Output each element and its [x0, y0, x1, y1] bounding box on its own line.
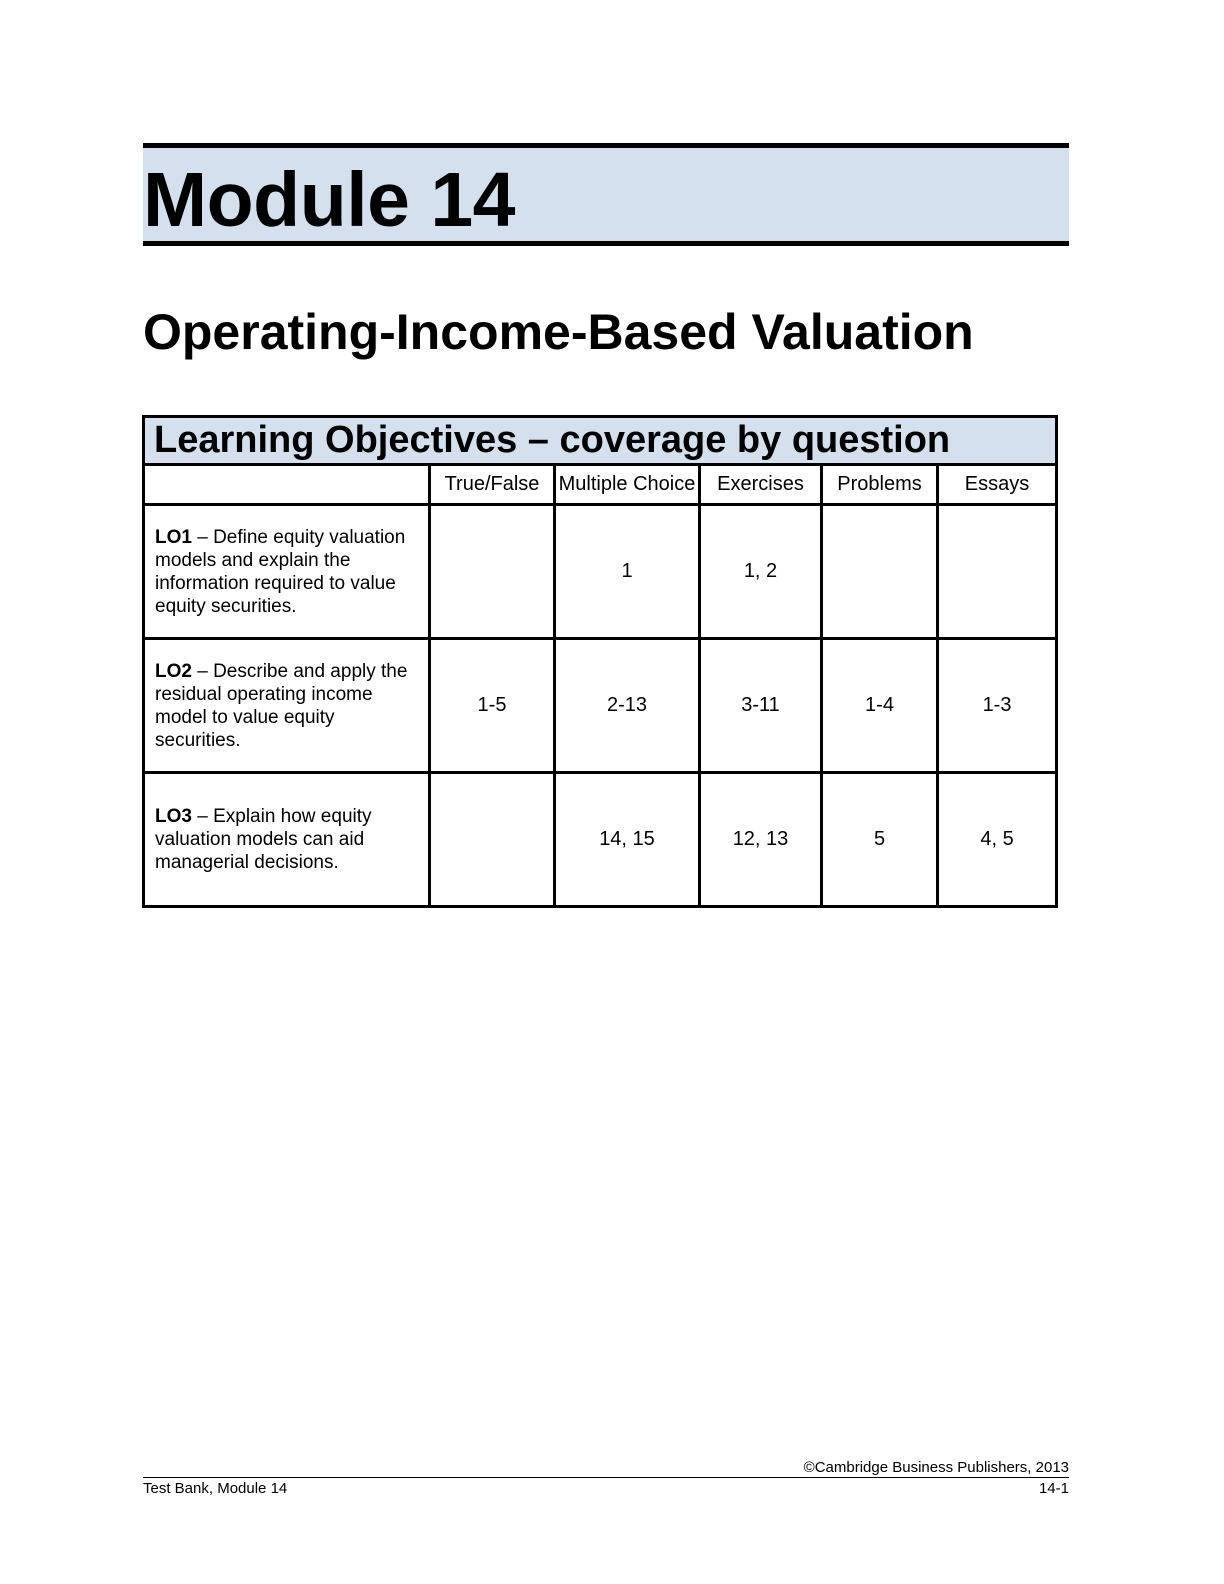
lo2-problems: 1-4 — [822, 639, 938, 773]
lo3-exercises: 12, 13 — [700, 773, 822, 907]
lo3-code: LO3 — [155, 806, 192, 827]
lo2-essays: 1-3 — [938, 639, 1057, 773]
lo1-code: LO1 — [155, 526, 192, 548]
lo3-problems: 5 — [822, 773, 938, 907]
lo1-multiple-choice: 1 — [555, 505, 700, 639]
lo1-description-cell — [144, 505, 430, 639]
learning-objectives-table — [142, 415, 1058, 908]
lo1-true-false — [430, 505, 555, 639]
lo3-description: – Explain how equity valuation models can aid managerial decisions. — [155, 806, 372, 873]
table-row-lo3 — [144, 773, 1057, 907]
lo2-exercises: 3-11 — [700, 639, 822, 773]
page-subtitle: Operating-Income-Based Valuation — [143, 304, 974, 360]
footer-divider — [143, 1477, 1069, 1478]
column-header-multiple-choice: Multiple Choice — [555, 465, 700, 505]
footer-copyright: ©Cambridge Business Publishers, 2013 — [803, 1459, 1069, 1476]
column-header-row — [144, 465, 1057, 505]
lo2-description-cell — [144, 639, 430, 773]
lo3-essays: 4, 5 — [938, 773, 1057, 907]
lo2-multiple-choice: 2-13 — [555, 639, 700, 773]
lo2-true-false: 1-5 — [430, 639, 555, 773]
table-row-lo2 — [144, 639, 1057, 773]
table-row-lo1 — [144, 505, 1057, 639]
column-header-true-false: True/False — [430, 465, 555, 505]
table-heading: Learning Objectives – coverage by question — [144, 417, 1057, 465]
column-header-essays: Essays — [938, 465, 1057, 505]
column-header-objective — [144, 465, 430, 505]
column-header-problems: Problems — [822, 465, 938, 505]
lo1-exercises: 1, 2 — [700, 505, 822, 639]
module-banner — [143, 143, 1069, 246]
lo1-problems — [822, 505, 938, 639]
footer-book-title: Test Bank, Module 14 — [143, 1480, 288, 1497]
column-header-exercises: Exercises — [700, 465, 822, 505]
footer-page-number: 14-1 — [1038, 1480, 1069, 1497]
lo3-description-cell — [144, 773, 430, 907]
lo3-true-false — [430, 773, 555, 907]
lo1-description: – Define equity valuation models and explain the information required to value equity securities. — [155, 526, 406, 617]
lo1-essays — [938, 505, 1057, 639]
lo2-description: – Describe and apply the residual operating income model to value equity securities. — [155, 660, 408, 751]
lo3-multiple-choice: 14, 15 — [555, 773, 700, 907]
lo2-code: LO2 — [155, 660, 192, 682]
module-title: Module 14 — [143, 157, 516, 243]
